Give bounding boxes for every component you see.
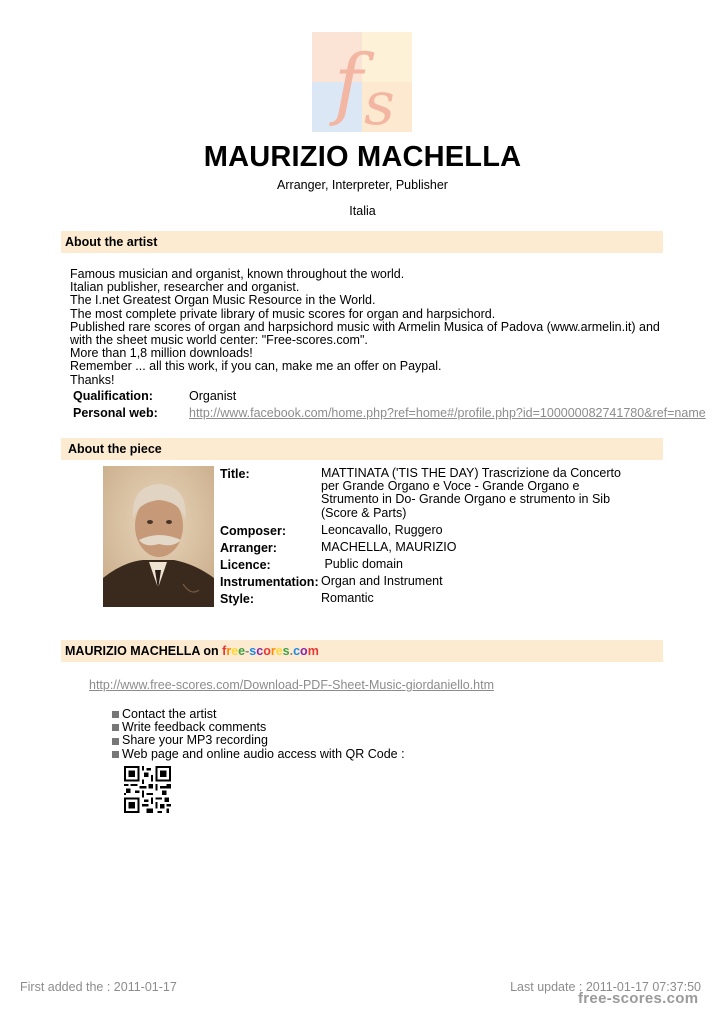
instrumentation-label: Instrumentation: <box>220 575 319 589</box>
brand-letter: o <box>300 644 308 658</box>
bullet-square-icon <box>112 738 119 745</box>
svg-text:f: f <box>334 39 363 129</box>
contact-artist-label: Contact the artist <box>122 707 217 721</box>
bio-line: Famous musician and organist, known throughout the world. <box>70 267 405 281</box>
brand-letter: f <box>222 644 227 658</box>
freescores-heading <box>61 640 663 662</box>
freescores-brand <box>222 644 319 658</box>
qualification-label: Qualification: <box>73 389 153 403</box>
about-piece-heading: About the piece <box>61 438 663 460</box>
title-line: Strumento in Do- Grande Organo e strumento in Sib <box>321 492 611 507</box>
arranger-label: Arranger: <box>220 541 277 555</box>
bullet-square-icon <box>112 711 119 718</box>
style-value: Romantic <box>321 591 374 605</box>
about-artist-heading: About the artist <box>61 231 663 253</box>
composer-portrait-icon <box>103 466 214 607</box>
personal-web-label: Personal web: <box>73 406 158 420</box>
brand-letter: m <box>307 644 319 658</box>
qr-access-label: Web page and online audio access with QR Code : <box>122 746 405 761</box>
bio-line: More than 1,8 million downloads! <box>70 346 253 361</box>
brand-letter: c <box>256 644 264 658</box>
brand-letter: e <box>231 644 239 658</box>
svg-text:s: s <box>364 69 395 132</box>
brand-letter: - <box>245 644 250 658</box>
qualification-value: Organist <box>189 389 237 403</box>
feedback-label: Write feedback comments <box>122 720 267 735</box>
first-added-date: First added the : 2011-01-17 <box>20 980 177 994</box>
composer-label: Composer: <box>220 524 286 538</box>
title-line: MATTINATA ('TIS THE DAY) Trascrizione da Concerto <box>321 466 621 480</box>
artist-name: MAURIZIO MACHELLA <box>203 141 522 173</box>
brand-letter: e <box>275 644 283 658</box>
licence-label: Licence: <box>220 558 271 572</box>
personal-web-link[interactable]: http://www.facebook.com/home.php?ref=home#/profile.php?id=100000082741780&ref=name <box>189 406 706 420</box>
share-mp3-item[interactable] <box>112 734 405 747</box>
brand-letter: s <box>282 644 290 658</box>
bio-line: Remember ... all this work, if you can, make me an offer on Paypal. <box>70 359 442 374</box>
brand-letter: r <box>226 644 232 658</box>
title-label: Title: <box>220 467 250 481</box>
artist-country: Italia <box>349 204 376 218</box>
artist-bio <box>70 268 660 387</box>
licence-value: Public domain <box>321 557 403 571</box>
piece-title <box>321 467 641 520</box>
arranger-value: MACHELLA, MAURIZIO <box>321 540 457 554</box>
title-line: per Grande Organo e Voce - Grande Organo e <box>321 479 580 494</box>
brand-letter: r <box>270 644 276 658</box>
qr-code-icon[interactable] <box>124 766 171 813</box>
bio-line: with the sheet music world center: "Free-scores.com". <box>70 333 368 348</box>
artist-roles: Arranger, Interpreter, Publisher <box>277 178 448 192</box>
brand-letter: s <box>249 644 257 658</box>
action-list <box>112 708 405 761</box>
share-mp3-label: Share your MP3 recording <box>122 733 268 748</box>
instrumentation-value: Organ and Instrument <box>321 574 443 588</box>
brand-letter: e <box>238 644 246 658</box>
bio-line: Italian publisher, researcher and organist. <box>70 280 300 295</box>
bullet-square-icon <box>112 751 119 758</box>
bio-line: The most complete private library of music scores for organ and harpsichord. <box>70 306 496 321</box>
freescores-heading-prefix: MAURIZIO MACHELLA on <box>65 644 223 658</box>
bio-line: Thanks! <box>70 372 115 387</box>
bio-line: The I.net Greatest Organ Music Resource in the World. <box>70 293 376 308</box>
bullet-square-icon <box>112 724 119 731</box>
freescores-footer-logo: free-scores.com <box>578 990 699 1007</box>
composer-value: Leoncavallo, Ruggero <box>321 523 443 537</box>
artist-page-link[interactable]: http://www.free-scores.com/Download-PDF-Sheet-Music-giordaniello.htm <box>89 678 495 692</box>
qr-access-item <box>112 748 405 761</box>
style-label: Style: <box>220 592 255 606</box>
brand-letter: . <box>289 644 294 658</box>
brand-letter: o <box>263 644 271 658</box>
title-line: (Score & Parts) <box>321 505 407 520</box>
bio-line: Published rare scores of organ and harpsichord music with Armelin Musica of Padova (www.armelin.it) and <box>70 319 660 334</box>
last-update-date: Last update : 2011-01-17 07:37:50 <box>510 980 701 994</box>
brand-letter: c <box>293 644 301 658</box>
fs-logo-icon <box>312 32 412 132</box>
